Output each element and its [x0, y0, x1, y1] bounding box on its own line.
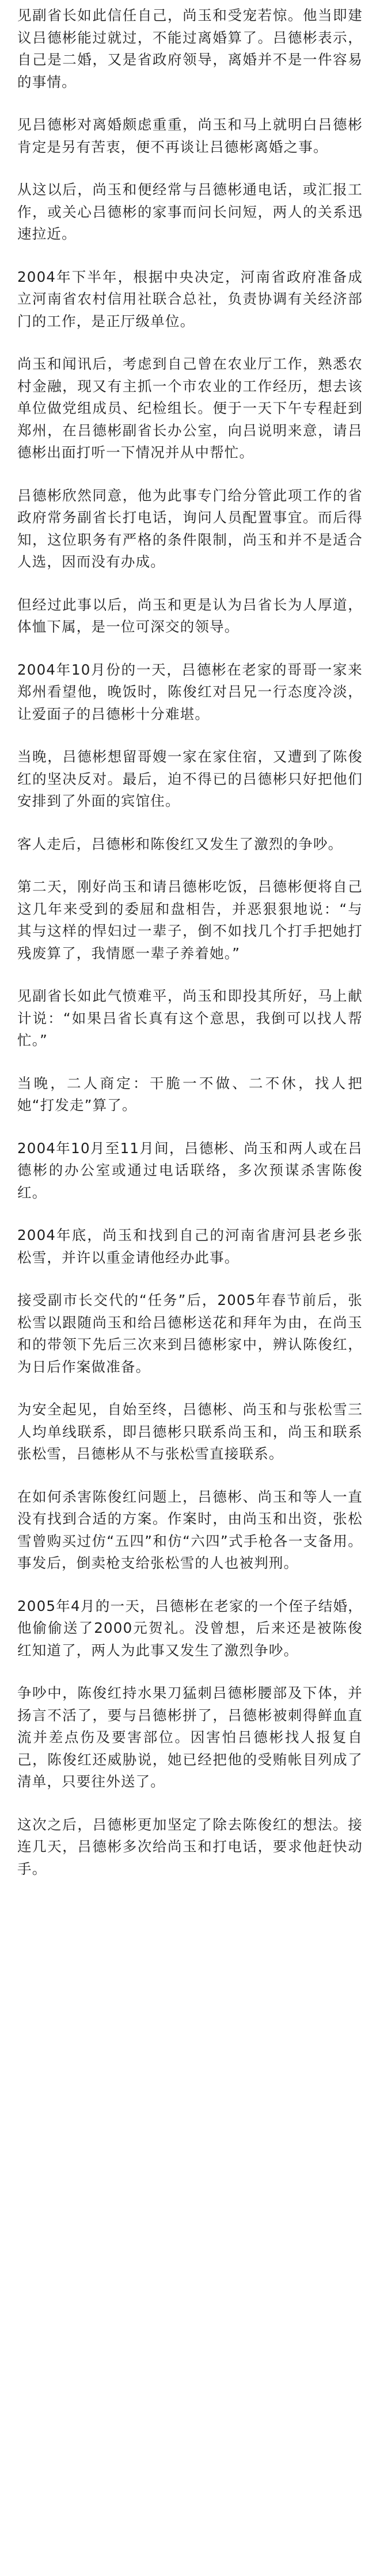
paragraph: 2004年底，尚玉和找到自己的河南省唐河县老乡张松雪，并许以重金请他经办此事。 [17, 1227, 363, 1266]
paragraph: 尚玉和闻讯后，考虑到自己曾在农业厅工作，熟悉农村金融，现又有主抓一个市农业的工作经历，想去该单位做党组成员、纪检组长。便于一天下午专程赶到郑州，在吕德彬副省长办公室，向吕说明来意，请吕德彬出面打听一下情况并从中帮忙。 [17, 355, 363, 461]
paragraph: 2005年4月的一天，吕德彬在老家的一个侄子结婚，他偷偷送了2000元贺礼。没曾想，后来还是被陈俊红知道了，两人为此事又发生了激烈争吵。 [17, 1597, 363, 1659]
paragraph: 第二天，刚好尚玉和请吕德彬吃饭，吕德彬便将自己这几年来受到的委屈和盘相告，并恶狠狠地说：“与其与这样的悍妇过一辈子，倒不如找几个打手把她打残废算了，我情愿一辈子养着她。” [17, 878, 363, 962]
paragraph: 但经过此事以后，尚玉和更是认为吕省长为人厚道，体恤下属，是一位可深交的领导。 [17, 596, 363, 635]
paragraph: 当晚，吕德彬想留哥嫂一家在家住宿，又遭到了陈俊红的坚决反对。最后，迫不得已的吕德彬只好把他们安排到了外面的宾馆住。 [17, 748, 363, 809]
paragraph: 2004年10月至11月间，吕德彬、尚玉和两人或在吕德彬的办公室或通过电话联络，多次预谋杀害陈俊红。 [17, 1139, 363, 1201]
paragraph: 见副省长如此气愤难平，尚玉和即投其所好，马上献计说：“如果吕省长真有这个意思，我倒可以找人帮忙。” [17, 987, 363, 1048]
paragraph: 当晚，二人商定：干脆一不做、二不休，找人把她“打发走”算了。 [17, 1074, 363, 1113]
paragraph: 争吵中，陈俊红持水果刀猛刺吕德彬腰部及下体，并扬言不活了，要与吕德彬拼了，吕德彬被刺得鲜血直流并差点伤及要害部位。因害怕吕德彬找人报复自己，陈俊红还威胁说，她已经把他的受贿帐目列成了清单，只要往外送了。 [17, 1685, 363, 1790]
paragraph: 接受副市长交代的“任务”后，2005年春节前后，张松雪以跟随尚玉和给吕德彬送花和拜年为由，在尚玉和的带领下先后三次来到吕德彬家中，辨认陈俊红，为日后作案做准备。 [17, 1292, 363, 1375]
paragraph: 见吕德彬对离婚颇虑重重，尚玉和马上就明白吕德彬肯定是另有苦衷，便不再谈让吕德彬离婚之事。 [17, 116, 363, 155]
paragraph: 在如何杀害陈俊红问题上，吕德彬、尚玉和等人一直没有找到合适的方案。作案时，由尚玉和出资，张松雪曾购买过仿“五四”和仿“六四”式手枪各一支备用。事发后，倒卖枪支给张松雪的人也被判刑。 [17, 1488, 363, 1571]
paragraph: 客人走后，吕德彬和陈俊红又发生了激烈的争吵。 [17, 835, 343, 852]
paragraph: 2004年下半年，根据中央决定，河南省政府准备成立河南省农村信用社联合总社，负责协调有关经济部门的工作，是正厅级单位。 [17, 268, 363, 330]
paragraph: 见副省长如此信任自己，尚玉和受宠若惊。他当即建议吕德彬能过就过，不能过离婚算了。吕德彬表示，自己是二婚，又是省政府领导，离婚并不是一件容易的事情。 [17, 7, 363, 90]
paragraph: 吕德彬欣然同意，他为此事专门给分管此项工作的省政府常务副省长打电话，询问人员配置事宜。而后得知，这位职务有严格的条件限制，尚玉和并不是适合人选，因而没有办成。 [17, 487, 363, 570]
paragraph: 为安全起见，自始至终，吕德彬、尚玉和与张松雪三人均单线联系，即吕德彬只联系尚玉和，尚玉和联系张松雪，吕德彬从不与张松雪直接联系。 [17, 1401, 363, 1462]
paragraph: 从这以后，尚玉和便经常与吕德彬通电话，或汇报工作，或关心吕德彬的家事而问长问短，两人的关系迅速拉近。 [17, 181, 363, 242]
paragraph: 2004年10月份的一天，吕德彬在老家的哥哥一家来郑州看望他，晚饭时，陈俊红对吕兄一行态度冷淡，让爱面子的吕德彬十分难堪。 [17, 661, 363, 722]
paragraph: 这次之后，吕德彬更加坚定了除去陈俊红的想法。接连几天，吕德彬多次给尚玉和打电话，要求他赶快动手。 [17, 1816, 363, 1877]
